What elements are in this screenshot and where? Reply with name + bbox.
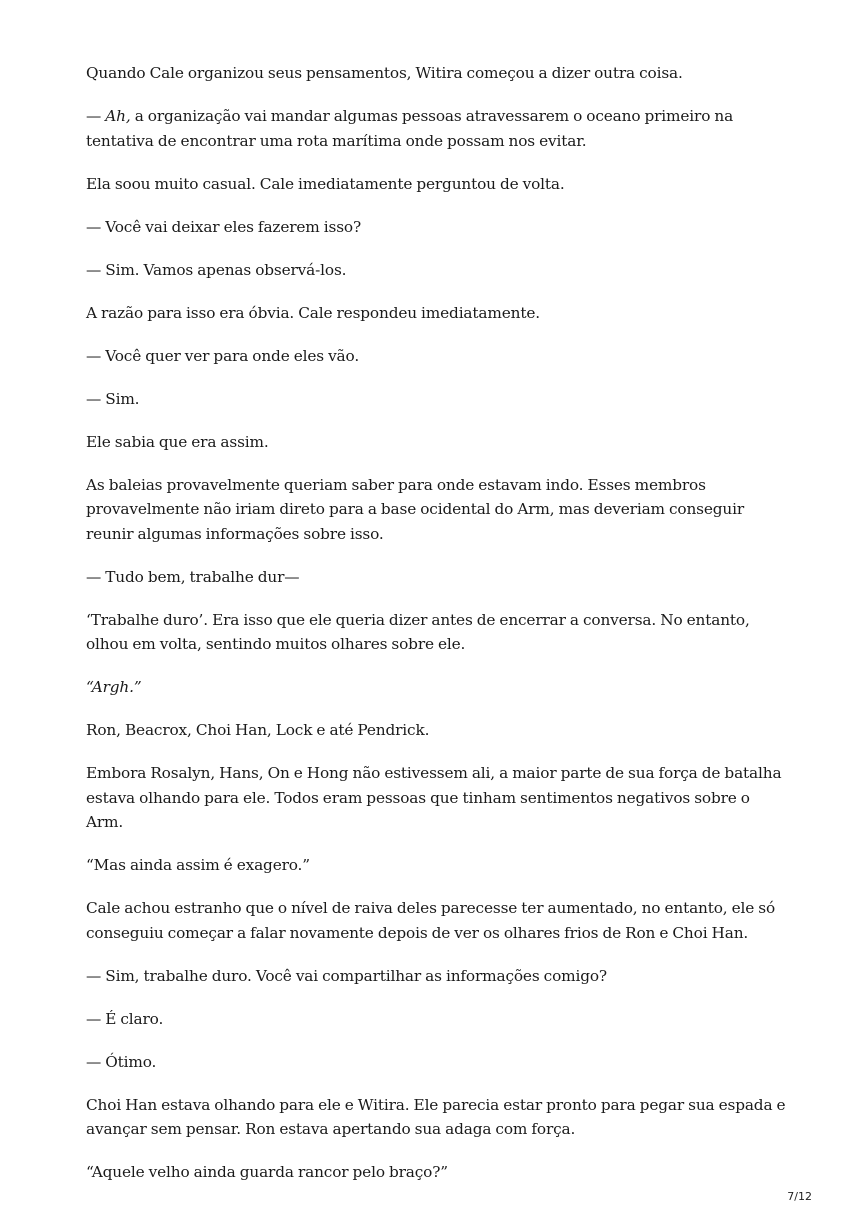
paragraph: As baleias provavelmente queriam saber para onde estavam indo. Esses membros provavelmente não iriam direto para a base ocidental do Arm, mas deveriam conseguir reunir algumas informações sobre isso. bbox=[86, 475, 745, 543]
paragraph: Choi Han estava olhando para ele e Witira. Ele parecia estar pronto para pegar sua espada e avançar sem pensar. Ron estava apertando sua adaga com força. bbox=[86, 1095, 786, 1138]
paragraph: — Sim, trabalhe duro. Você vai compartilhar as informações comigo? bbox=[86, 966, 607, 985]
paragraph: — Você quer ver para onde eles vão. bbox=[86, 346, 360, 365]
italic-text: “Argh.” bbox=[86, 678, 142, 696]
paragraph: Quando Cale organizou seus pensamentos, Witira começou a dizer outra coisa. bbox=[86, 64, 683, 82]
paragraph: — Você vai deixar eles fazerem isso? bbox=[86, 217, 362, 236]
paragraph: Ele sabia que era assim. bbox=[86, 432, 269, 451]
paragraph: Ela soou muito casual. Cale imediatamente perguntou de volta. bbox=[86, 174, 565, 193]
paragraph: “Aquele velho ainda guarda rancor pelo braço?” bbox=[86, 1163, 448, 1181]
document-body bbox=[86, 61, 786, 1203]
paragraph: — Sim. bbox=[86, 389, 140, 408]
paragraph bbox=[86, 104, 786, 153]
paragraph: — É claro. bbox=[86, 1009, 164, 1028]
page-number: 7/12 bbox=[787, 1190, 812, 1203]
paragraph: ‘Trabalhe duro’. Era isso que ele queria dizer antes de encerrar a conversa. No entanto, olhou em volta, sentindo muitos olhares sobre ele. bbox=[86, 610, 750, 653]
paragraph: Cale achou estranho que o nível de raiva deles parecesse ter aumentado, no entanto, ele só conseguiu começar a falar novamente depois de ver os olhares frios de Ron e Choi Han. bbox=[86, 899, 776, 942]
paragraph: — Ótimo. bbox=[86, 1052, 157, 1071]
paragraph: — Tudo bem, trabalhe dur— bbox=[86, 567, 300, 586]
dash: — bbox=[86, 107, 106, 125]
italic-text: Ah, bbox=[105, 107, 131, 125]
paragraph: Ron, Beacrox, Choi Han, Lock e até Pendrick. bbox=[86, 721, 430, 739]
paragraph bbox=[86, 675, 786, 700]
paragraph-rest: a organização vai mandar algumas pessoas atravessarem o oceano primeiro na tentativa de encontrar uma rota marítima onde possam nos evitar. bbox=[86, 107, 734, 150]
paragraph: “Mas ainda assim é exagero.” bbox=[86, 856, 310, 874]
paragraph: Embora Rosalyn, Hans, On e Hong não estivessem ali, a maior parte de sua força de batalha estava olhando para ele. Todos eram pessoas que tinham sentimentos negativos sobre o Arm. bbox=[86, 764, 782, 831]
paragraph: A razão para isso era óbvia. Cale respondeu imediatamente. bbox=[86, 303, 540, 322]
paragraph: — Sim. Vamos apenas observá-los. bbox=[86, 260, 347, 279]
